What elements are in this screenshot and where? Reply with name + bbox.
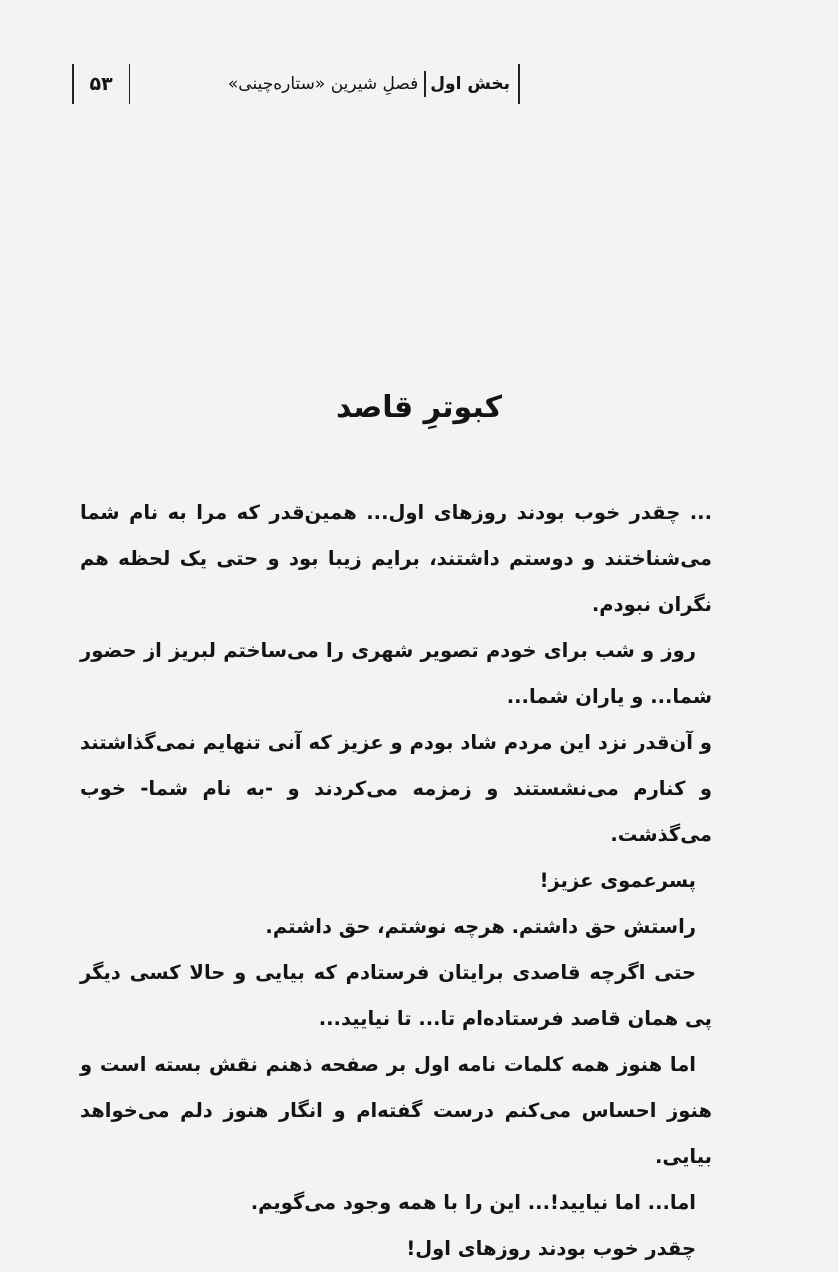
header-rule-right: [518, 64, 520, 104]
header-separator: [424, 71, 426, 97]
page-number-rule-right: [129, 64, 131, 104]
paragraph: راستش حق داشتم. هرچه نوشتم، حق داشتم.: [265, 915, 696, 938]
chapter-title: کبوترِ قاصد: [335, 390, 503, 425]
chapter-label: فصلِ شیرین «ستاره‌چینی»: [227, 74, 419, 94]
page-number: ۵۳: [89, 73, 113, 95]
paragraph: چقدر خوب بودند روزهای اول!: [406, 1237, 696, 1260]
running-header: [72, 62, 520, 106]
page-number-box: [72, 64, 130, 104]
part-label: بخش اول: [430, 74, 510, 94]
paragraph: حتی اگرچه قاصدی برایتان فرستادم که بیایی و حالا کسی دیگر پی همان قاصد فرستاده‌ام تا... تا نیایید...: [80, 961, 712, 1030]
paragraph: اما هنوز همه کلمات نامه اول بر صفحه ذهنم نقش بسته است و هنوز احساس می‌کنم درست گفته‌ام و انگار هنوز دلم می‌خواهد بیایی.: [80, 1053, 712, 1168]
paragraph: پسرعموی عزیز!: [539, 869, 696, 892]
paragraph: ... چقدر خوب بودند روزهای اول... همین‌قدر که مرا به نام شما می‌شناختند و دوستم داشتند، برایم زیبا بود و حتی یک لحظه هم نگران نبودم.: [80, 501, 712, 616]
body-text: [80, 490, 712, 1272]
paragraph: اما... اما نیایید!... این را با همه وجود می‌گویم.: [250, 1191, 696, 1214]
paragraph: و آن‌قدر نزد این مردم شاد بودم و عزیز که آنی تنهایم نمی‌گذاشتند و کنارم می‌نشستند و زمزمه می‌کردند و -به نام شما- خوب می‌گذشت.: [80, 731, 712, 846]
page-number-rule-left: [72, 64, 74, 104]
paragraph: روز و شب برای خودم تصویر شهری را می‌ساختم لبریز از حضور شما... و یاران شما...: [80, 639, 712, 708]
